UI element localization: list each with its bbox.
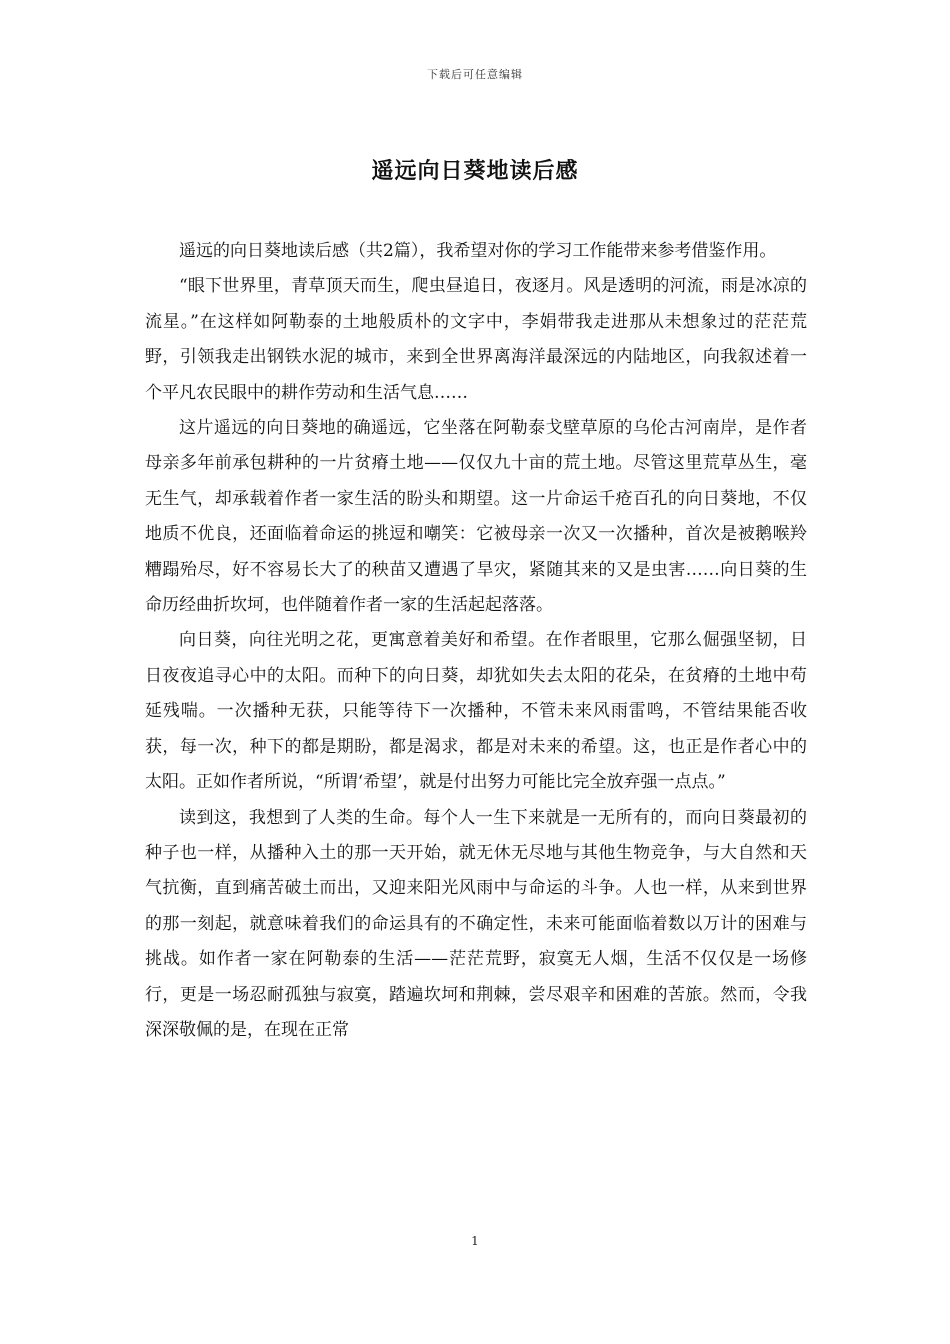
document-title: 遥远向日葵地读后感 — [371, 158, 579, 184]
document-body — [145, 234, 807, 1048]
header-note: 下载后可任意编辑 — [427, 68, 523, 81]
body-paragraph: “眼下世界里，青草顶天而生，爬虫昼追日，夜逐月。风是透明的河流，雨是冰凉的流星。”在这样如阿勒泰的土地般质朴的文字中，李娟带我走进那从未想象过的茫茫荒野，引领我走出钢铁水泥的城市，来到全世界离海洋最深远的内陆地区，向我叙述着一个平凡农民眼中的耕作劳动和生活气息…… — [145, 276, 807, 403]
body-paragraph: 读到这，我想到了人类的生命。每个人一生下来就是一无所有的，而向日葵最初的种子也一样，从播种入土的那一天开始，就无休无尽地与其他生物竞争，与大自然和天气抗衡，直到痛苦破土而出，又迎来阳光风雨中与命运的斗争。人也一样，从来到世界的那一刻起，就意味着我们的命运具有的不确定性，未来可能面临着数以万计的困难与挑战。如作者一家在阿勒泰的生活——茫茫荒野，寂寞无人烟，生活不仅仅是一场修行，更是一场忍耐孤独与寂寞，踏遍坎坷和荆棘，尝尽艰辛和困难的苦旅。然而，令我深深敬佩的是，在现在正常 — [145, 807, 807, 1040]
body-paragraph: 向日葵，向往光明之花，更寓意着美好和希望。在作者眼里，它那么倔强坚韧，日日夜夜追寻心中的太阳。而种下的向日葵，却犹如失去太阳的花朵，在贫瘠的土地中苟延残喘。一次播种无获，只能等待下一次播种，不管未来风雨雷鸣，不管结果能否收获，每一次，种下的都是期盼，都是渴求，都是对未来的希望。这，也正是作者心中的太阳。正如作者所说，“所谓‘希望’，就是付出努力可能比完全放弃强一点点。” — [145, 630, 807, 793]
page-number: 1 — [471, 1234, 479, 1248]
body-paragraph: 这片遥远的向日葵地的确遥远，它坐落在阿勒泰戈壁草原的乌伦古河南岸，是作者母亲多年前承包耕种的一片贫瘠土地——仅仅九十亩的荒土地。尽管这里荒草丛生，毫无生气，却承载着作者一家生活的盼头和期望。这一片命运千疮百孔的向日葵地，不仅地质不优良，还面临着命运的挑逗和嘲笑：它被母亲一次又一次播种，首次是被鹅喉羚糟蹋殆尽，好不容易长大了的秧苗又遭遇了旱灾，紧随其来的又是虫害……向日葵的生命历经曲折坎坷，也伴随着作者一家的生活起起落落。 — [145, 418, 807, 616]
body-paragraph: 遥远的向日葵地读后感（共2篇），我希望对你的学习工作能带来参考借鉴作用。 — [179, 241, 777, 261]
